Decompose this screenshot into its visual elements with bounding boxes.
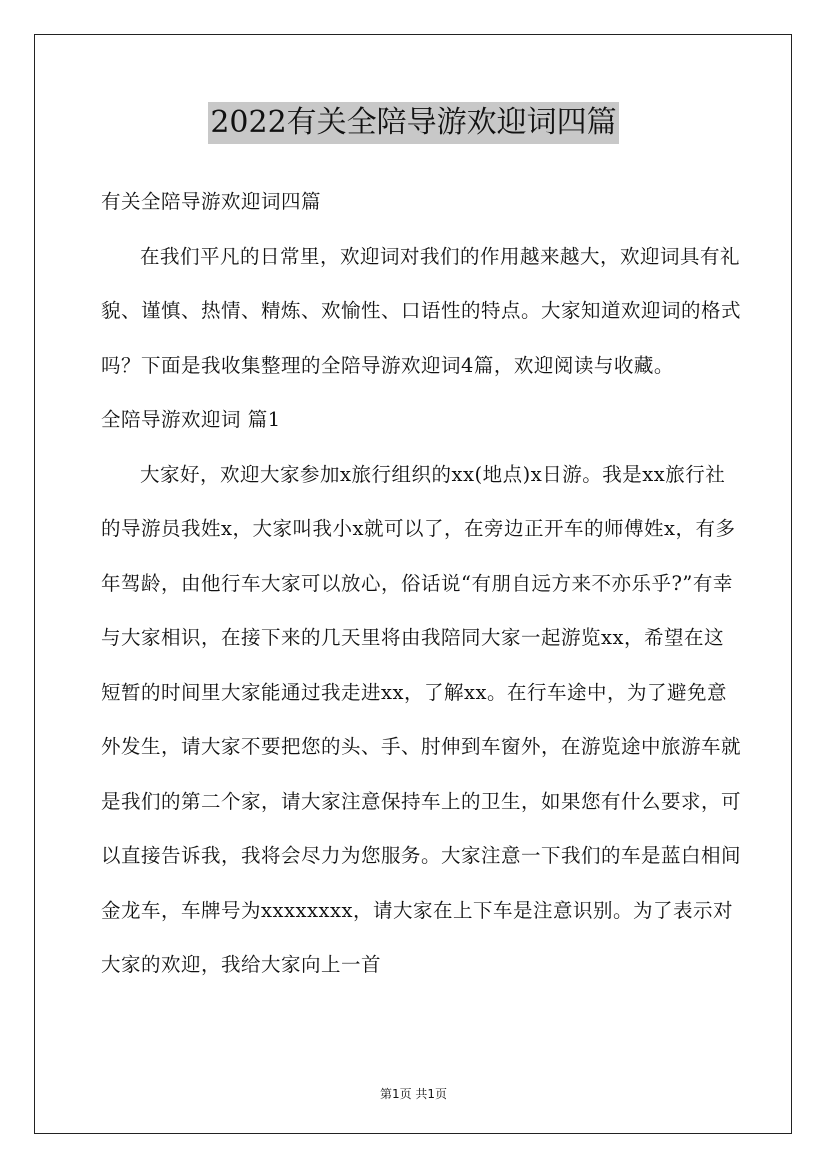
document-body <box>101 175 741 993</box>
document-title: 2022有关全陪导游欢迎词四篇 <box>208 102 618 144</box>
intro-paragraph: 在我们平凡的日常里，欢迎词对我们的作用越来越大，欢迎词具有礼貌、谨慎、热情、精炼、欢愉性、口语性的特点。大家知道欢迎词的格式吗？下面是我收集整理的全陪导游欢迎词4篇，欢迎阅读与收藏。 <box>101 244 742 377</box>
page-footer: 第1页 共1页 <box>379 1087 448 1101</box>
section-paragraph: 大家好，欢迎大家参加x旅行组织的xx(地点)x日游。我是xx旅行社的导游员我姓x，大家叫我小x就可以了，在旁边正开车的师傅姓x，有多年驾龄，由他行车大家可以放心，俗话说“有朋自远方来不亦乐乎?”有幸与大家相识，在接下来的几天里将由我陪同大家一起游览xx，希望在这短暂的时间里大家能通过我走进xx，了解xx。在行车途中，为了避免意外发生，请大家不要把您的头、手、肘伸到车窗外，在游览途中旅游车就是我们的第二个家，请大家注意保持车上的卫生，如果您有什么要求，可以直接告诉我，我将会尽力为您服务。大家注意一下我们的车是蓝白相间金龙车，车牌号为xxxxxxxx，请大家在上下车是注意识别。为了表示对大家的欢迎，我给大家向上一首 <box>101 462 742 976</box>
document-subtitle: 有关全陪导游欢迎词四篇 <box>101 190 322 213</box>
title-container <box>0 102 827 144</box>
section-heading: 全陪导游欢迎词 篇1 <box>101 408 281 431</box>
